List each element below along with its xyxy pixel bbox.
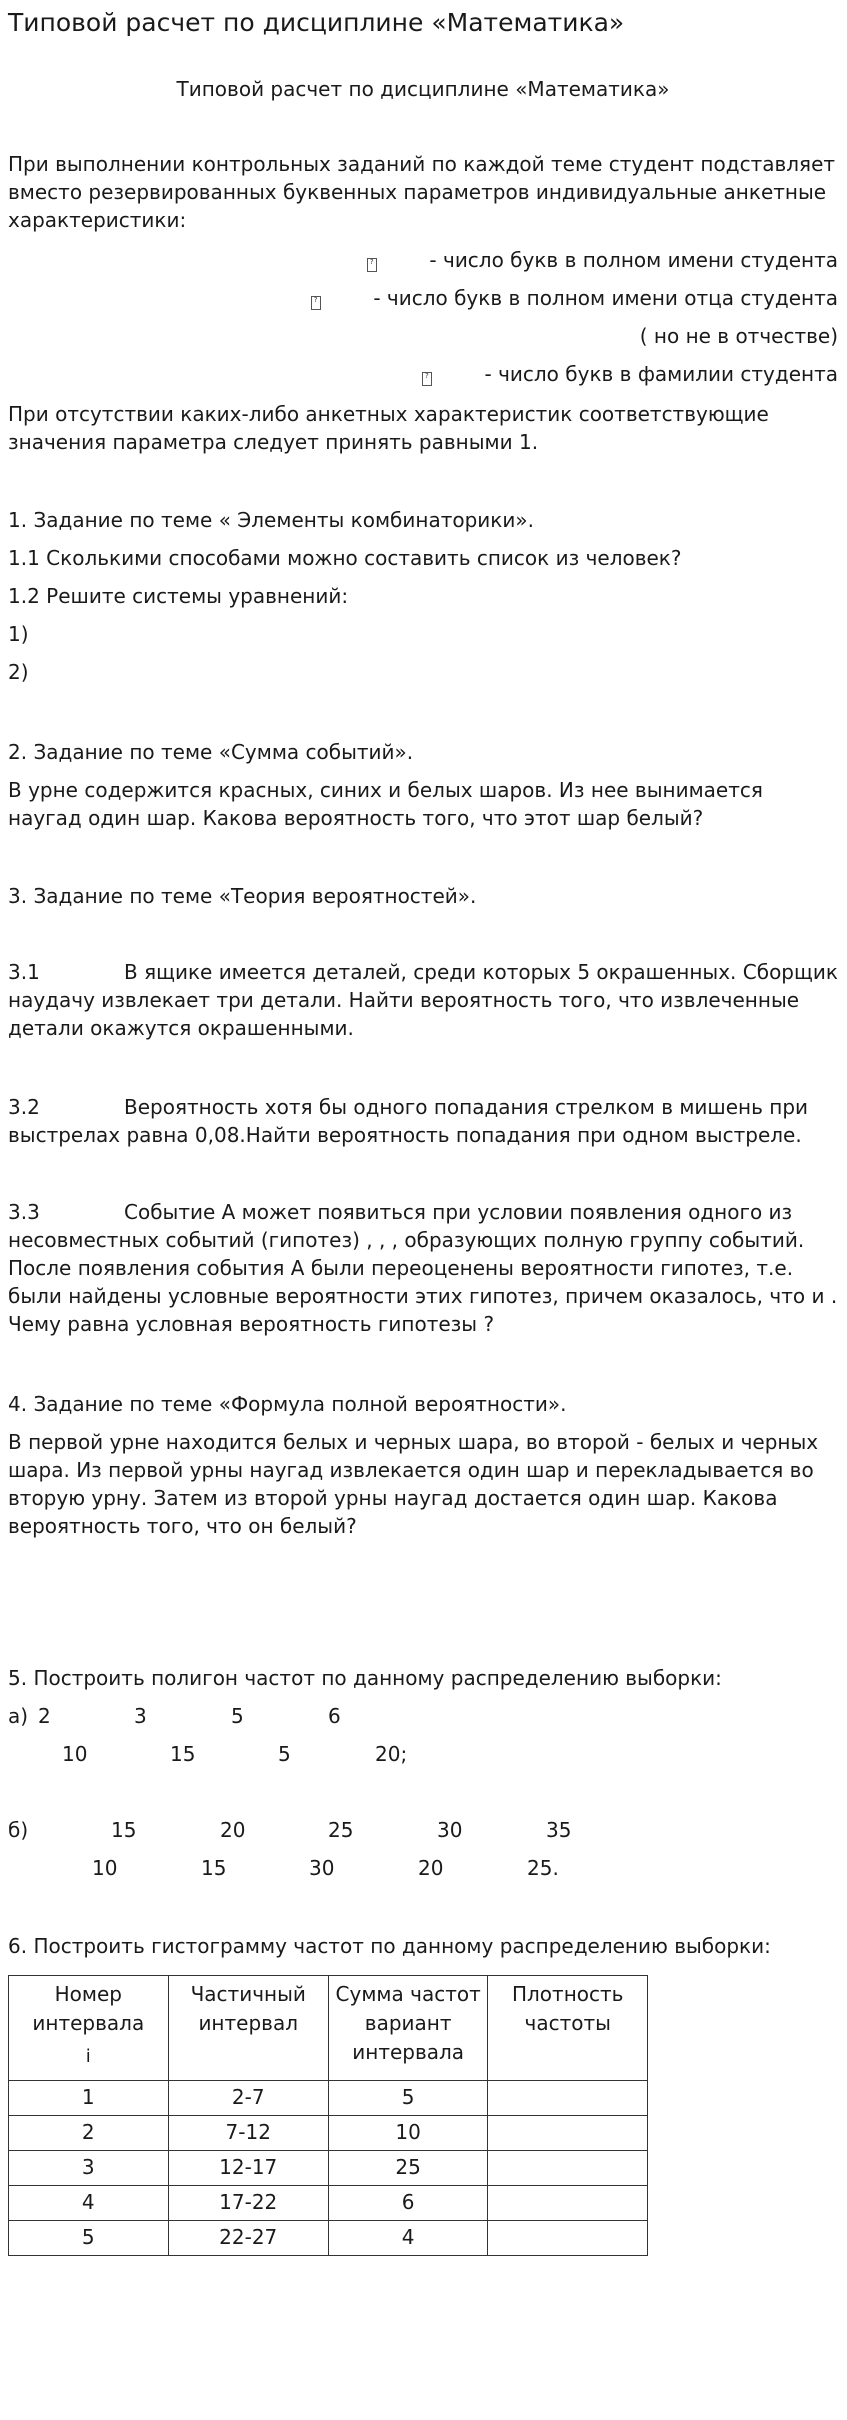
distribution-a-freq-row	[8, 1740, 838, 1768]
table-cell: 10	[328, 2116, 488, 2151]
table-cell: 4	[9, 2186, 169, 2221]
distribution-b-value: 25	[328, 1818, 354, 1842]
distribution-a-value: 2	[38, 1704, 51, 1728]
note-paragraph: При отсутствии каких-либо анкетных характеристик соответствующие значения параметра следует принять равными 1.	[8, 402, 769, 454]
table-cell: 12-17	[168, 2151, 328, 2186]
task3-item-1-text: В ящике имеется деталей, среди которых 5 окрашенных. Сборщик наудачу извлекает три детали. Найти вероятность того, что извлеченные детали окажутся окрашенными.	[8, 960, 838, 1040]
distribution-a-freq: 20;	[375, 1742, 408, 1766]
table-cell: 2	[9, 2116, 169, 2151]
distribution-b-freq: 10	[92, 1856, 118, 1880]
table-cell: 7-12	[168, 2116, 328, 2151]
distribution-b-freq: 15	[201, 1856, 227, 1880]
task1-system-1: 1)	[8, 622, 29, 646]
task3-item-1	[8, 958, 838, 1042]
task4-text: В первой урне находится белых и черных шара, во второй - белых и черных шара. Из первой урны наугад извлекается один шар и перекладывается во вторую урну. Затем из второй урны наугад достается один шар. Какова вероятность того, что он белый?	[8, 1430, 819, 1538]
distribution-a-label: а)	[8, 1704, 29, 1728]
table-cell	[488, 2221, 648, 2256]
distribution-b-values-row	[8, 1816, 838, 1844]
param-3-text: - число букв в фамилии студента	[484, 362, 838, 386]
table-header-row	[9, 1976, 648, 2081]
distribution-a-value: 6	[328, 1704, 341, 1728]
distribution-a-values-row	[8, 1702, 838, 1730]
histogram-table	[8, 1975, 648, 2256]
distribution-b-freq: 30	[309, 1856, 335, 1880]
task3-item-2-number: 3.2	[8, 1095, 40, 1119]
table-cell: 6	[328, 2186, 488, 2221]
task6-title: 6. Построить гистограмму частот по данному распределению выборки:	[8, 1934, 771, 1958]
param-2-note: ( но не в отчестве)	[639, 324, 838, 348]
table-cell: 17-22	[168, 2186, 328, 2221]
task3-item-2-text: Вероятность хотя бы одного попадания стрелком в мишень при выстрелах равна 0,08.Найти вероятность попадания при одном выстреле.	[8, 1095, 809, 1147]
distribution-b-value: 15	[111, 1818, 137, 1842]
task3-item-2	[8, 1093, 838, 1149]
task1-q1: 1.1 Сколькими способами можно составить список из человек?	[8, 546, 682, 570]
distribution-b-value: 35	[546, 1818, 572, 1842]
table-cell: 25	[328, 2151, 488, 2186]
task2-text: В урне содержится красных, синих и белых шаров. Из нее вынимается наугад один шар. Какова вероятность того, что этот шар белый?	[8, 778, 763, 830]
table-cell	[488, 2186, 648, 2221]
param-1-text: - число букв в полном имени студента	[429, 248, 838, 272]
table-cell: 3	[9, 2151, 169, 2186]
task3-item-3	[8, 1198, 838, 1338]
table-cell	[488, 2116, 648, 2151]
distribution-a-freq: 5	[278, 1742, 291, 1766]
table-row	[9, 2151, 648, 2186]
param-line-1	[8, 246, 838, 274]
task2-title: 2. Задание по теме «Сумма событий».	[8, 740, 414, 764]
document-title: Типовой расчет по дисциплине «Математика»	[8, 8, 625, 37]
table-cell: 5	[328, 2081, 488, 2116]
intro-paragraph: При выполнении контрольных заданий по каждой теме студент подставляет вместо резервированных буквенных параметров индивидуальные анкетные характеристики:	[8, 152, 836, 232]
task1-system-2: 2)	[8, 660, 29, 684]
param-line-2	[8, 284, 838, 312]
table-row	[9, 2116, 648, 2151]
table-row	[9, 2186, 648, 2221]
distribution-b-freq: 20	[418, 1856, 444, 1880]
column-header-frequency-density: Плотность частоты	[488, 1976, 648, 2081]
missing-symbol-icon: ?	[422, 372, 432, 386]
task3-item-1-number: 3.1	[8, 960, 40, 984]
distribution-b-value: 30	[437, 1818, 463, 1842]
table-cell	[488, 2081, 648, 2116]
centered-heading: Типовой расчет по дисциплине «Математика»	[176, 77, 670, 101]
task1-q2: 1.2 Решите системы уравнений:	[8, 584, 349, 608]
task3-title: 3. Задание по теме «Теория вероятностей».	[8, 884, 477, 908]
distribution-a-freq: 15	[170, 1742, 196, 1766]
header-subscript: i	[85, 2046, 91, 2067]
column-header-frequency-sum: Сумма частот вариант интервала	[328, 1976, 488, 2081]
table-cell: 5	[9, 2221, 169, 2256]
distribution-b-freq: 25.	[527, 1856, 559, 1880]
missing-symbol-icon: ?	[311, 296, 321, 310]
task1-title: 1. Задание по теме « Элементы комбинаторики».	[8, 508, 534, 532]
distribution-b-label: б)	[8, 1818, 29, 1842]
distribution-a-value: 5	[231, 1704, 244, 1728]
table-row	[9, 2221, 648, 2256]
distribution-a-freq: 10	[62, 1742, 88, 1766]
table-cell: 22-27	[168, 2221, 328, 2256]
distribution-b-value: 20	[220, 1818, 246, 1842]
table-row	[9, 2081, 648, 2116]
table-cell: 2-7	[168, 2081, 328, 2116]
table-cell: 1	[9, 2081, 169, 2116]
param-line-3	[8, 360, 838, 388]
table-cell: 4	[328, 2221, 488, 2256]
task3-item-3-text: Событие А может появиться при условии появления одного из несовместных событий (гипотез) , , , образующих полную группу событий. После появления события А были переоценены вероятности гипотез, т.е. были найдены условные вероятности этих гипотез, причем оказалось, что и . Чему равна условная вероятность гипотезы ?	[8, 1200, 838, 1336]
distribution-a-value: 3	[134, 1704, 147, 1728]
task3-item-3-number: 3.3	[8, 1200, 40, 1224]
distribution-b-freq-row	[8, 1854, 838, 1882]
task5-title: 5. Построить полигон частот по данному распределению выборки:	[8, 1666, 722, 1690]
missing-symbol-icon: ?	[367, 258, 377, 272]
param-2-text: - число букв в полном имени отца студента	[373, 286, 838, 310]
column-header-interval-number: Номер интервала i	[9, 1976, 169, 2081]
table-cell	[488, 2151, 648, 2186]
task4-title: 4. Задание по теме «Формула полной вероятности».	[8, 1392, 567, 1416]
column-header-partial-interval: Частичный интервал	[168, 1976, 328, 2081]
